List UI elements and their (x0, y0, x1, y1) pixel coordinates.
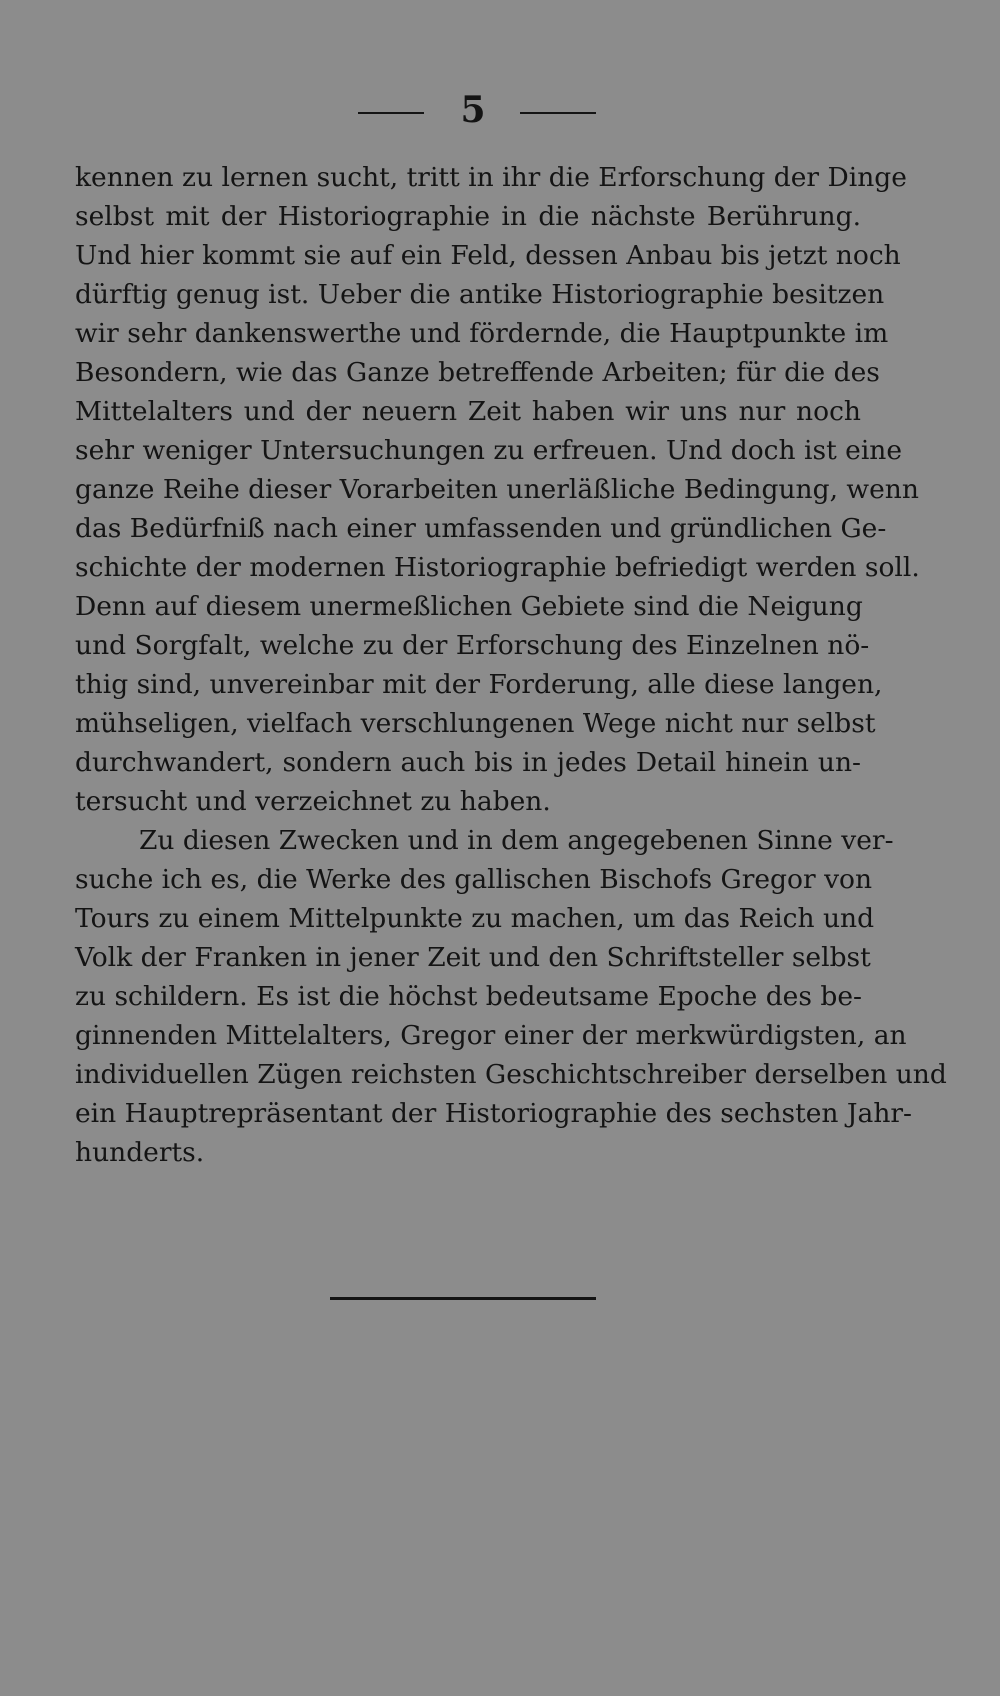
text-line: kennen zu lernen sucht, tritt in ihr die Erforschung der Dinge (75, 162, 907, 193)
text-line: hunderts. (75, 1137, 205, 1168)
text-line: suche ich es, die Werke des gallischen Bischofs Gregor von (75, 864, 873, 895)
text-line: individuellen Zügen reichsten Geschichtschreiber derselben und (75, 1059, 947, 1090)
text-line: wir sehr dankenswerthe und fördernde, die Hauptpunkte im (75, 318, 889, 349)
text-line: und Sorgfalt, welche zu der Erforschung des Einzelnen nö- (75, 630, 870, 661)
page-number: 5 (460, 89, 486, 131)
text-line: sehr weniger Untersuchungen zu erfreuen. Und doch ist eine (75, 435, 903, 466)
page-body (75, 158, 947, 1172)
text-line: schichte der modernen Historiographie befriedigt werden soll. (75, 552, 920, 583)
text-line: thig sind, unvereinbar mit der Forderung, alle diese langen, (75, 669, 883, 700)
text-line: ganze Reihe dieser Vorarbeiten unerläßliche Bedingung, wenn (75, 474, 919, 505)
text-line: Tours zu einem Mittelpunkte zu machen, um das Reich und (75, 903, 875, 934)
text-line: zu schildern. Es ist die höchst bedeutsame Epoche des be- (75, 981, 862, 1012)
paragraph-2 (75, 821, 947, 1172)
paragraph-1 (75, 158, 920, 821)
header-rule-right (520, 112, 596, 114)
text-line: Volk der Franken in jener Zeit und den Schriftsteller selbst (75, 942, 871, 973)
text-line: durchwandert, sondern auch bis in jedes Detail hinein un- (75, 747, 861, 778)
text-line: Besondern, wie das Ganze betreffende Arbeiten; für die des (75, 357, 880, 388)
text-line: ein Hauptrepräsentant der Historiographie des sechsten Jahr- (75, 1098, 913, 1129)
header-rule-left (358, 112, 424, 114)
text-line: selbst mit der Historiographie in die nächste Berührung. (75, 201, 861, 232)
text-line: Mittelalters und der neuern Zeit haben wir uns nur noch (75, 396, 861, 427)
footer-rule (330, 1297, 596, 1300)
text-line: Und hier kommt sie auf ein Feld, dessen Anbau bis jetzt noch (75, 240, 901, 271)
text-line: ginnenden Mittelalters, Gregor einer der merkwürdigsten, an (75, 1020, 907, 1051)
text-line: dürftig genug ist. Ueber die antike Historiographie besitzen (75, 279, 885, 310)
text-line: Zu diesen Zwecken und in dem angegebenen Sinne ver- (139, 825, 894, 856)
text-line: tersucht und verzeichnet zu haben. (75, 786, 551, 817)
page-header (0, 88, 1000, 132)
text-line: mühseligen, vielfach verschlungenen Wege nicht nur selbst (75, 708, 876, 739)
text-line: Denn auf diesem unermeßlichen Gebiete sind die Neigung (75, 591, 863, 622)
text-line: das Bedürfniß nach einer umfassenden und gründlichen Ge- (75, 513, 887, 544)
